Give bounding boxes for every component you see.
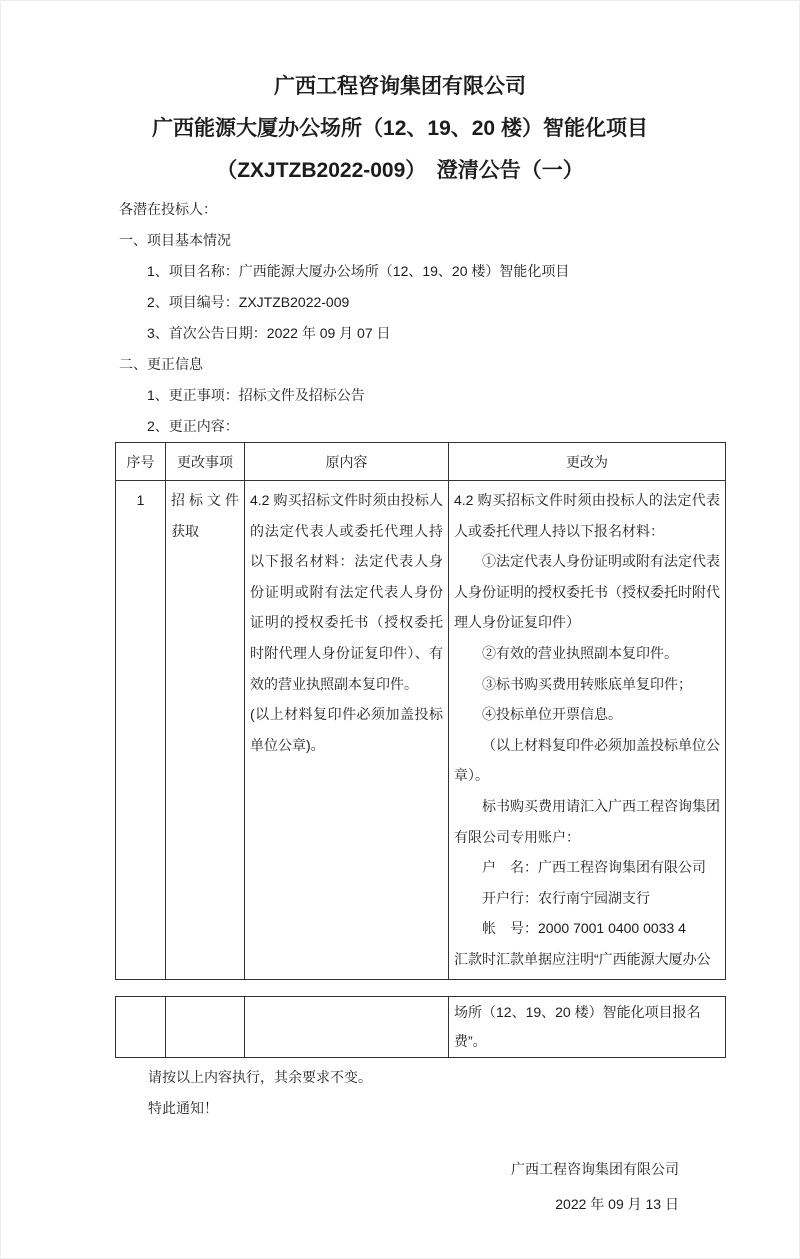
corrections-table — [115, 442, 726, 980]
section2-item-correction-content: 2、更正内容： — [147, 418, 239, 434]
table-row — [116, 481, 726, 980]
changed-content-cell — [449, 481, 726, 980]
signature-date: 2022 年 09 月 13 日 — [555, 1195, 679, 1212]
section2-heading: 二、更正信息 — [119, 356, 203, 372]
original-content-cell — [245, 481, 449, 980]
closing-block — [115, 1062, 723, 1124]
header-cell-change-item: 更改事项 — [166, 443, 245, 481]
header-cell-index: 序号 — [116, 443, 166, 481]
original-paragraph: (以上材料复印件必须加盖投标单位公章)。 — [250, 706, 443, 753]
empty-change-item-cell — [166, 996, 245, 1057]
changed-paragraph: 标书购买费用请汇入广西工程咨询集团有限公司专用账户： — [454, 797, 720, 845]
row-index-cell: 1 — [116, 481, 166, 980]
continuation-text-cell: 场所（12、19、20 楼）智能化项目报名费”。 — [449, 996, 726, 1057]
header-cell-changed-to: 更改为 — [449, 443, 726, 481]
changed-paragraph: 4.2 购买招标文件时须由投标人的法定代表人或委托代理人持以下报名材料： — [454, 492, 720, 539]
signature-company: 广西工程咨询集团有限公司 — [511, 1160, 679, 1177]
changed-paragraph-account-number: 帐 号：2000 7001 0400 0033 4 — [482, 920, 686, 937]
continuation-row — [116, 996, 726, 1057]
section1-item-project-name: 1、项目名称：广西能源大厦办公场所（12、19、20 楼）智能化项目 — [147, 263, 570, 279]
changed-paragraph-bank: 开户行：农行南宁园湖支行 — [482, 889, 650, 906]
empty-index-cell — [116, 996, 166, 1057]
document-body — [1, 194, 799, 1222]
title-notice-number: （ZXJTZB2022-009） 澄清公告（一） — [216, 159, 584, 182]
changed-paragraph: ④投标单位开票信息。 — [482, 706, 622, 723]
title-block — [1, 1, 799, 192]
closing-instruction: 请按以上内容执行，其余要求不变。 — [148, 1068, 372, 1085]
changed-paragraph: ②有效的营业执照副本复印件。 — [482, 644, 678, 661]
change-item-text: 招标文件获取 — [171, 492, 239, 539]
corrections-table-continuation — [115, 996, 726, 1058]
salutation: 各潜在投标人： — [119, 201, 217, 217]
closing-notice: 特此通知！ — [148, 1099, 218, 1116]
section1-item-project-number: 2、项目编号：ZXJTZB2022-009 — [147, 294, 350, 310]
section1-heading: 一、项目基本情况 — [119, 232, 231, 248]
title-company: 广西工程咨询集团有限公司 — [274, 75, 526, 98]
header-cell-original: 原内容 — [245, 443, 449, 481]
empty-original-cell — [245, 996, 449, 1057]
changed-paragraph-remark: 汇款时汇款单据应注明“广西能源大厦办公 — [454, 950, 711, 967]
section2-item-correction-subject: 1、更正事项：招标文件及招标公告 — [147, 387, 365, 403]
section1-item-first-announce-date: 3、首次公告日期：2022 年 09 月 07 日 — [147, 325, 391, 341]
changed-paragraph: ①法定代表人身份证明或附有法定代表人身份证明的授权委托书（授权委托时附代理人身份证复印件） — [454, 553, 720, 631]
changed-paragraph-account-name: 户 名：广西工程咨询集团有限公司 — [482, 859, 706, 876]
table-header-row — [116, 443, 726, 481]
signature-block — [115, 1152, 723, 1222]
change-item-cell — [166, 481, 245, 980]
changed-paragraph: ③标书购买费用转账底单复印件； — [482, 675, 692, 692]
original-paragraph: 4.2 购买招标文件时须由投标人的法定代表人或委托代理人持以下报名材料：法定代表人身份证明或附有法定代表人身份证明的授权委托书（授权委托时附代理人身份证复印件）、有效的营业执照副本复印件。 — [250, 492, 443, 692]
changed-paragraph: （以上材料复印件必须加盖投标单位公章）。 — [454, 736, 720, 784]
title-project: 广西能源大厦办公场所（12、19、20 楼）智能化项目 — [152, 117, 648, 140]
